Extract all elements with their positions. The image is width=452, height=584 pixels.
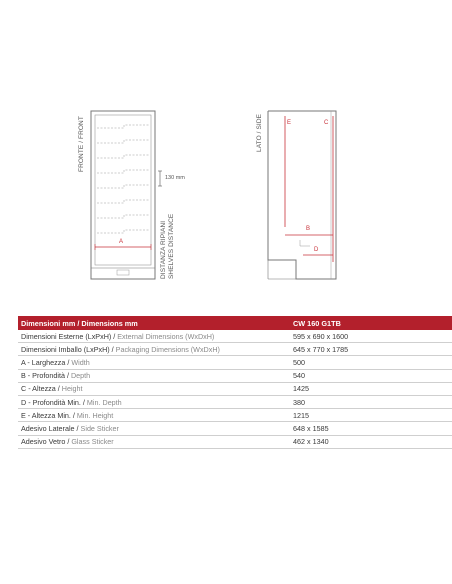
row-label: [18, 384, 289, 393]
table-row: [18, 383, 452, 396]
shelf-distance-bracket: [158, 171, 162, 186]
table-row: [18, 330, 452, 343]
row-value: 1215: [293, 410, 309, 420]
table-row: [18, 370, 452, 383]
row-label-it: Dimensioni Esterne (LxPxH) /: [21, 331, 118, 341]
marker-d: D: [314, 247, 319, 253]
table-row: [18, 409, 452, 422]
dimensions-table: [18, 316, 452, 449]
front-outline: [91, 111, 155, 279]
row-label: [18, 398, 289, 407]
header-model: CW 160 G1TB: [293, 318, 341, 328]
front-base-vent: [117, 270, 129, 275]
row-label-en: Depth: [70, 371, 91, 381]
row-label-it: Adesivo Laterale /: [21, 423, 81, 433]
side-view-label: LATO / SIDE: [256, 113, 263, 152]
marker-c: C: [324, 120, 329, 126]
row-value: 462 x 1340: [293, 437, 329, 447]
row-label-it: Dimensioni Imballo (LxPxH) /: [21, 344, 116, 354]
row-value: 500: [293, 357, 305, 367]
marker-e: E: [287, 120, 292, 126]
row-label: [18, 424, 289, 433]
table-row: [18, 422, 452, 435]
row-label: [18, 371, 289, 380]
row-label: [18, 332, 289, 341]
row-label-it: D - Profondità Min. /: [21, 397, 87, 407]
row-label-en: Packaging Dimensions (WxDxH): [115, 344, 220, 354]
shelf-distance-value: 130 mm: [165, 175, 185, 181]
table-row: [18, 343, 452, 356]
row-label-en: Min. Height: [76, 410, 114, 420]
row-value: 1425: [293, 384, 309, 394]
marker-b: B: [306, 226, 311, 232]
front-view-label: FRONTE / FRONT: [78, 116, 85, 172]
row-label: [18, 358, 289, 367]
marker-a: A: [119, 239, 124, 245]
side-outline: [268, 111, 336, 279]
table-header: [18, 316, 452, 330]
row-label-en: Height: [61, 384, 83, 394]
side-view: [268, 111, 336, 279]
row-value: 595 x 690 x 1600: [293, 331, 349, 341]
row-label-it: A - Larghezza /: [21, 357, 72, 367]
front-shelves: [97, 125, 149, 233]
row-label-it: Adesivo Vetro /: [21, 437, 72, 447]
row-value: 540: [293, 371, 305, 381]
row-value: 645 x 770 x 1785: [293, 344, 349, 354]
table-row: [18, 396, 452, 409]
row-label: [18, 437, 289, 446]
row-label-en: Width: [71, 357, 90, 367]
row-label: [18, 345, 289, 354]
shelves-distance-label-en: SHELVES DISTANCE: [168, 213, 175, 279]
front-view: [91, 111, 162, 279]
row-label-it: B - Profondità /: [21, 371, 71, 381]
row-label-en: Side Sticker: [80, 423, 119, 433]
row-label-it: E - Altezza Min. /: [21, 410, 77, 420]
row-label: [18, 411, 289, 420]
table-row: [18, 436, 452, 449]
row-label-en: Glass Sticker: [71, 437, 114, 447]
row-label-it: C - Altezza /: [21, 384, 62, 394]
shelves-distance-label-it: DISTANZA RIPIANI: [160, 220, 167, 279]
table-row: [18, 356, 452, 369]
row-value: 380: [293, 397, 305, 407]
row-label-en: External Dimensions (WxDxH): [117, 331, 215, 341]
header-label: Dimensioni mm / Dimensions mm: [21, 318, 138, 328]
row-label-en: Min. Depth: [86, 397, 122, 407]
row-value: 648 x 1585: [293, 423, 329, 433]
